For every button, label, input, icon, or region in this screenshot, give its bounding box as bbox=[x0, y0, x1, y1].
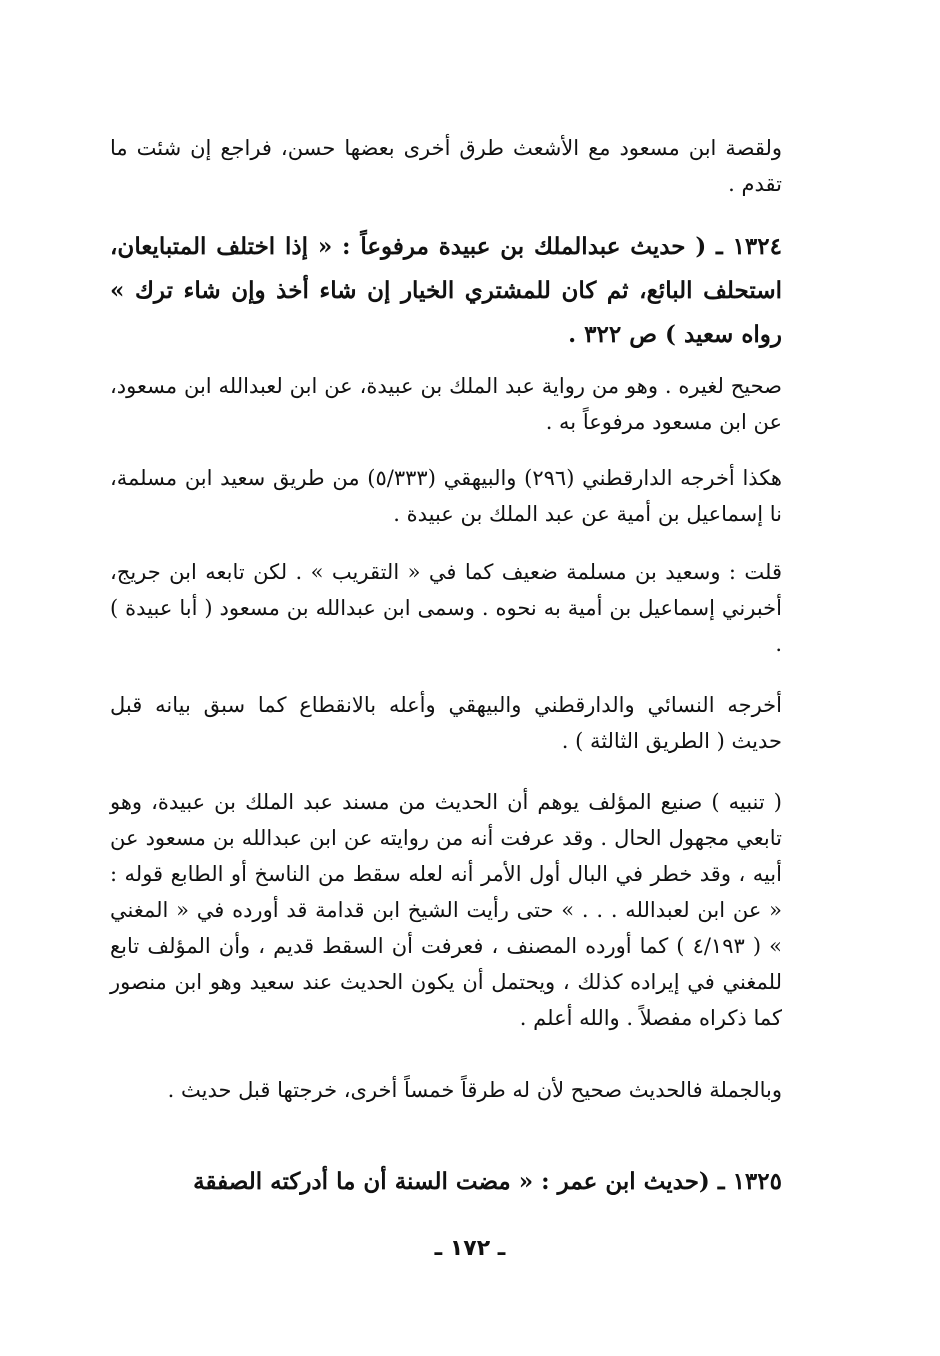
paragraph-tanbih: ( تنبيه ) صنيع المؤلف يوهم أن الحديث من مسند عبد الملك بن عبيدة، وهو تابعي مجهول الحال . وقد عرفت أنه من روايته عن ابن عبدالله بن مسعود عن أبيه ، وقد خطر في البال أول الأمر أنه لعله سقط من الناسخ أو الطابع قوله : « عن ابن لعبدالله . . . » حتى رأيت الشيخ ابن قدامة قد أورده في « المغني » ( ٤/١٩٣ ) كما أورده المصنف ، فعرفت أن السقط قديم ، وأن المؤلف تابع للمغني في إيراده كذلك ، ويحتمل أن يكون الحديث عند سعيد وهو ابن منصور كما ذكراه مفصلاً . والله أعلم . bbox=[110, 790, 782, 1030]
paragraph-note: قلت : وسعيد بن مسلمة ضعيف كما في « التقريب » . لكن تابعه ابن جريج، أخبرني إسماعيل بن أمية به نحوه . وسمى ابن عبدالله بن مسعود ( أبا عبيدة ) . bbox=[110, 560, 782, 656]
hadith-1325-heading: ١٣٢٥ ـ (حديث ابن عمر : « مضت السنة أن ما أدركته الصفقة bbox=[193, 1168, 782, 1195]
paragraph-takhrij: هكذا أخرجه الدارقطني (٢٩٦) والبيهقي (٥/٣٣٣) من طريق سعيد ابن مسلمة، نا إسماعيل بن أمية عن عبد الملك بن عبيدة . bbox=[110, 466, 783, 526]
page-number: ـ ١٧٢ ـ bbox=[434, 1236, 506, 1261]
hadith-1324-heading: ١٣٢٤ ـ ( حديث عبدالملك بن عبيدة مرفوعاً : « إذا اختلف المتبايعان، استحلف البائع، ثم كان للمشتري الخيار إن شاء أخذ وإن شاء ترك » رواه سعيد ) ص ٣٢٢ . bbox=[110, 233, 782, 348]
paragraph-intro: ولقصة ابن مسعود مع الأشعث طرق أخرى بعضها حسن، فراجع إن شئت ما تقدم . bbox=[110, 136, 782, 196]
paragraph-conclusion: وبالجملة فالحديث صحيح لأن له طرقاً خمساً أخرى، خرجتها قبل حديث . bbox=[167, 1078, 782, 1102]
paragraph-nasai: أخرجه النسائي والدارقطني والبيهقي وأعله بالانقطاع كما سبق بيانه قبل حديث ( الطريق الثالثة ) . bbox=[110, 693, 782, 753]
paragraph-grading: صحيح لغيره . وهو من رواية عبد الملك بن عبيدة، عن ابن لعبدالله ابن مسعود، عن ابن مسعود مرفوعاً به . bbox=[110, 374, 782, 434]
